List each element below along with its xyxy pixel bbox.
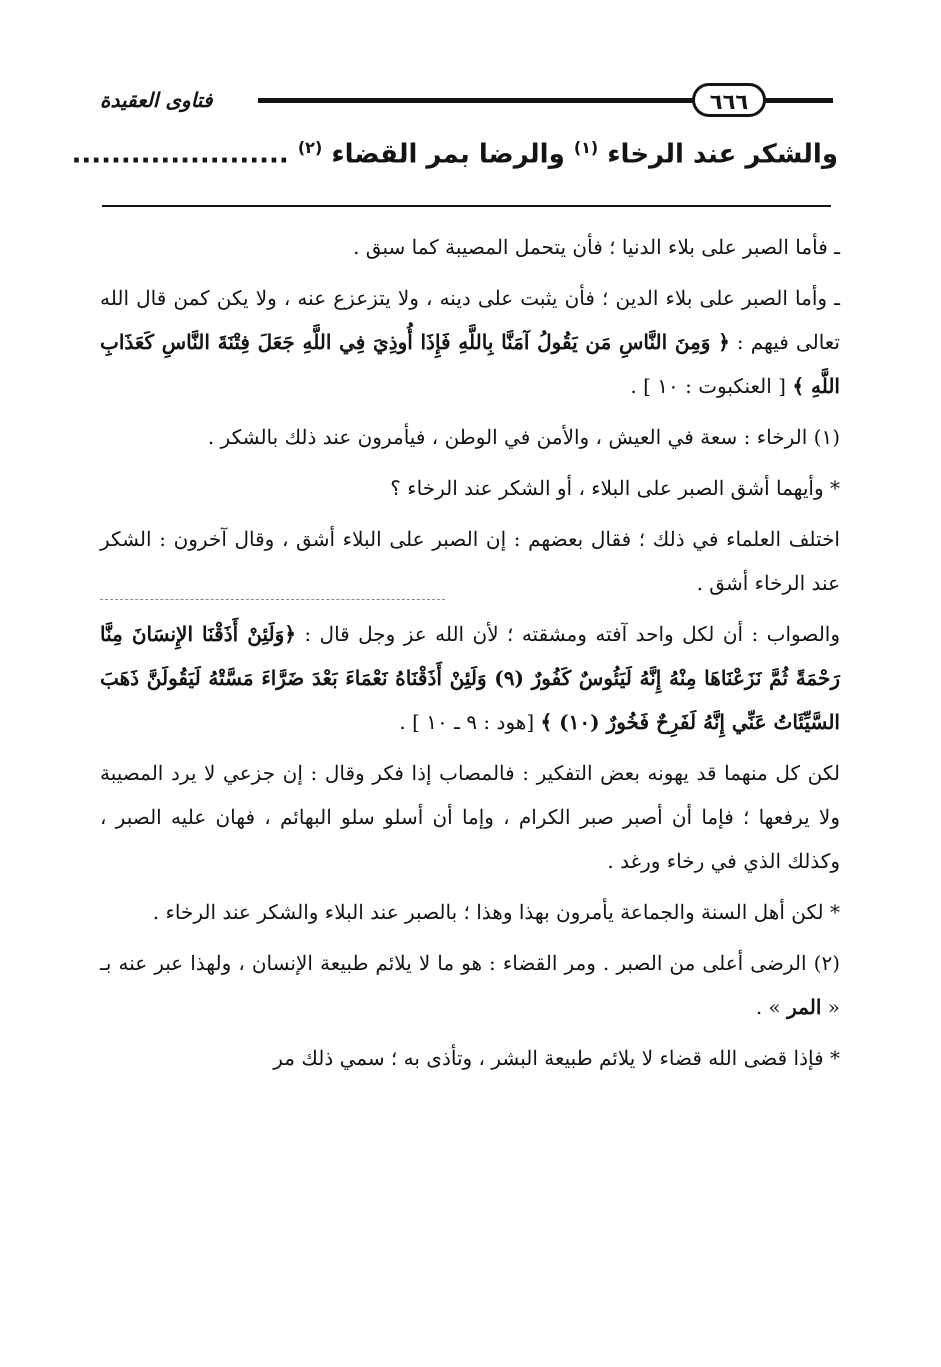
page-number: ٦٦٦ [692, 83, 766, 117]
quran-verse-ankabut: ﴿ وَمِنَ النَّاسِ مَن يَقُولُ آمَنَّا بِاللَّهِ فَإِذَا أُوذِيَ فِي اللَّهِ جَعَلَ فِتْنَةَ النَّاسِ كَعَذَابِ اللَّهِ ﴾ [100, 330, 840, 398]
paragraph-6: * لكن أهل السنة والجماعة يأمرون بهذا وهذا ؛ بالصبر عند البلاء والشكر عند الرخاء . [152, 900, 840, 924]
paragraph-5: لكن كل منهما قد يهونه بعض التفكير : فالمصاب إذا فكر وقال : إن جزعي لا يرد المصيبة ولا يرفعها ؛ فإما أن أصبر صبر الكرام ، وإما أن أسلو سلو البهائم ، فهان عليه الصبر ، وكذلك الذي في رخاء ورغد . [100, 761, 840, 873]
footnote-2 [100, 941, 840, 1029]
quran-verse-hud: ﴿وَلَئِنْ أَذَقْنَا الإِنسَانَ مِنَّا رَحْمَةً ثُمَّ نَزَعْنَاهَا مِنْهُ إِنَّهُ لَيَئُوسٌ كَفُورٌ (٩) وَلَئِنْ أَذَقْنَاهُ نَعْمَاءَ بَعْدَ ضَرَّاءَ مَسَّتْهُ لَيَقُولَنَّ ذَهَبَ السَّيِّئَاتُ عَنِّي إِنَّهُ لَفَرِحٌ فَخُورٌ (١٠) ﴾ [100, 622, 841, 734]
paragraph-2 [100, 276, 840, 408]
footnote-1: (١) الرخاء : سعة في العيش ، والأمن في الوطن ، فيأمرون عند ذلك بالشكر . [207, 425, 840, 449]
verse-reference-ankabut: [ العنكبوت : ١٠ ] . [630, 374, 786, 398]
paragraph-7: * فإذا قضى الله قضاء لا يلائم طبيعة البشر ، وتأذى به ؛ سمي ذلك مر [273, 1046, 840, 1070]
paragraph-4-intro: والصواب : أن لكل واحد آفته ومشقته ؛ لأن الله عز وجل قال : [304, 622, 841, 646]
title-part-2: والرضا بمر القضاء [331, 139, 565, 170]
paragraph-2-intro: ـ وأما الصبر على بلاء الدين ؛ فأن يثبت على دينه ، ولا يتزعزع عنه ، ولا يكن كمن قال الله تعالى فيهم : [100, 286, 841, 354]
header-rule-right [765, 98, 833, 103]
footnote-ref-2: (٢) [297, 138, 323, 157]
paragraph-1: ـ فأما الصبر على بلاء الدنيا ؛ فأن يتحمل المصيبة كما سبق . [353, 235, 840, 259]
body-text [100, 225, 840, 1087]
title-part-1: والشكر عند الرخاء [607, 139, 838, 170]
verse-reference-hud: [هود : ٩ ـ ١٠ ] . [399, 710, 535, 734]
paragraph-4 [100, 612, 840, 744]
question-1: * وأيهما أشق الصبر على البلاء ، أو الشكر عند الرخاء ؟ [390, 476, 840, 500]
title-underline [102, 205, 831, 207]
footnote-2-term: المر [787, 995, 822, 1019]
paragraph-3: اختلف العلماء في ذلك ؛ فقال بعضهم : إن الصبر على البلاء أشق ، وقال آخرون : الشكر عند الرخاء أشق . [100, 527, 840, 595]
footnote-ref-1: (١) [573, 138, 599, 157]
footnote-2-end: » . [755, 995, 781, 1019]
footnote-2-text: (٢) الرضى أعلى من الصبر . ومر القضاء : هو ما لا يلائم طبيعة الإنسان ، ولهذا عبر عنه بـ « [100, 951, 840, 1019]
running-header-book-title: فتاوى العقيدة [100, 88, 213, 112]
header-rule-left [258, 98, 695, 103]
title-dots: ...................... [71, 139, 289, 170]
section-title [71, 138, 838, 170]
